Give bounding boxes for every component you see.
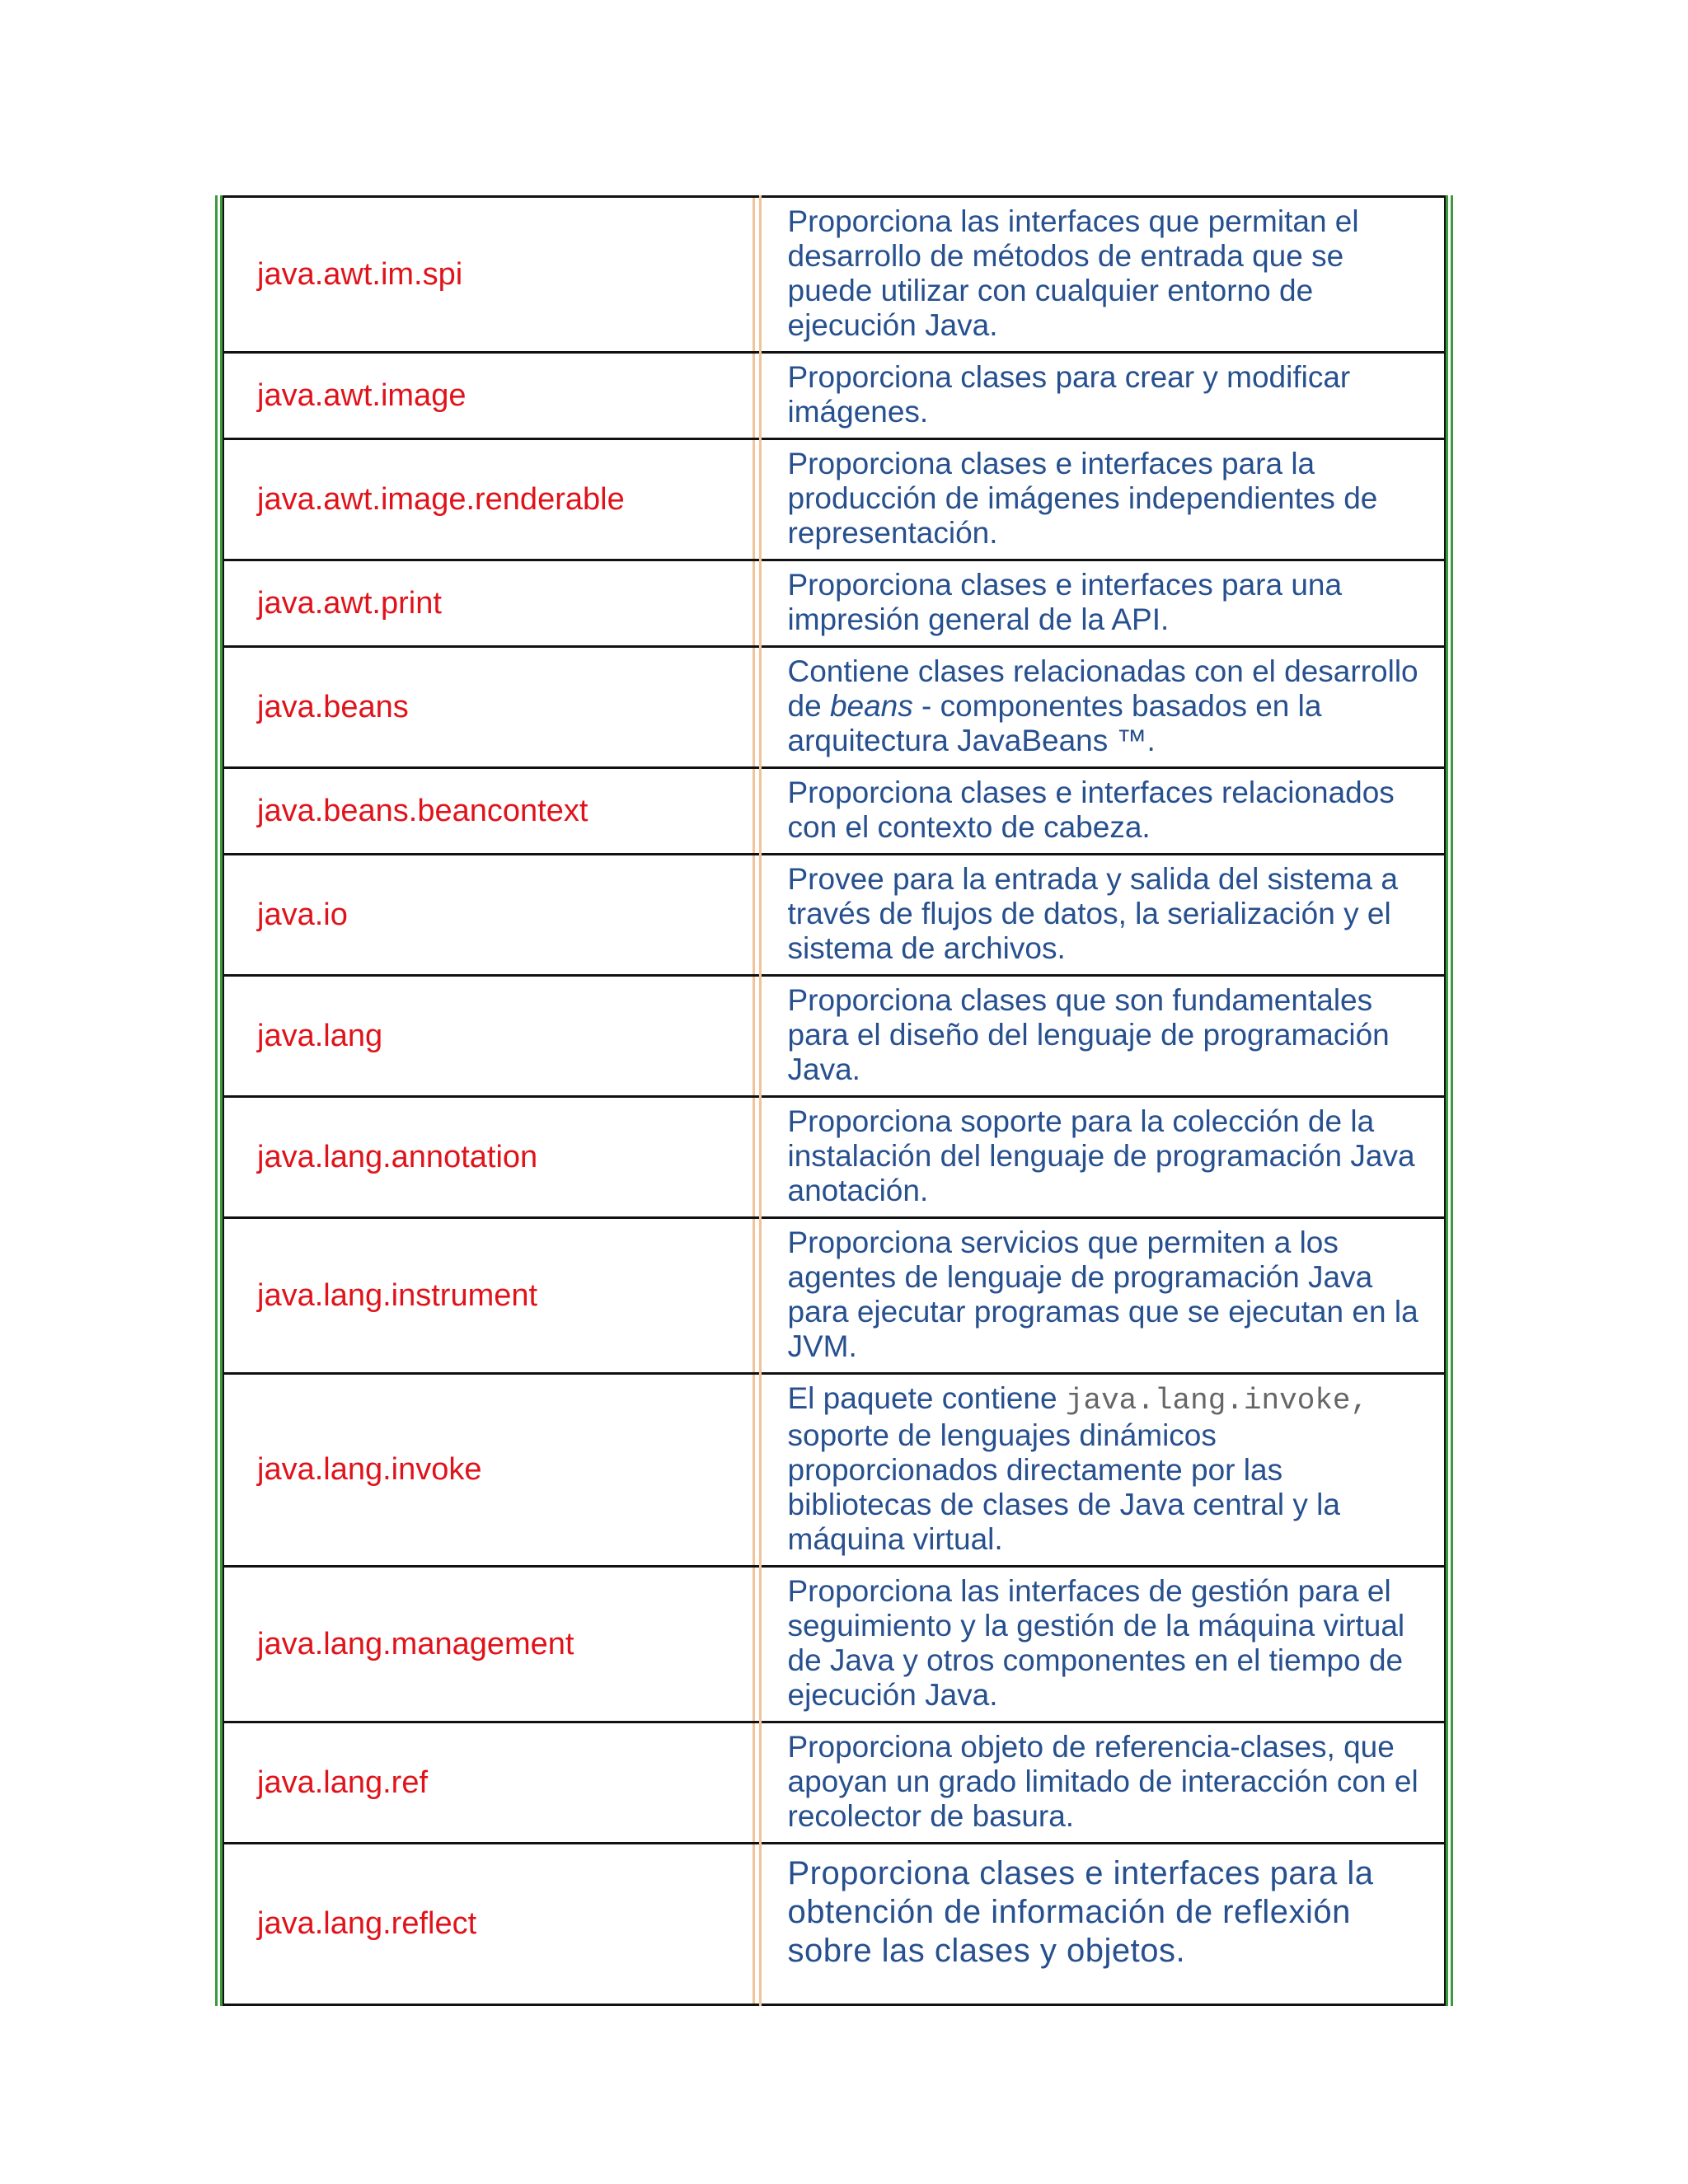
package-description — [760, 1374, 1445, 1567]
table-row — [223, 855, 1445, 976]
table-row — [223, 560, 1445, 647]
table-row — [223, 1097, 1445, 1218]
package-description: Proporciona las interfaces de gestión para el seguimiento y la gestión de la máquina virtual de Java y otros componentes en el tiempo de ejecución Java. — [760, 1567, 1445, 1722]
package-description: Proporciona clases e interfaces relacionados con el contexto de cabeza. — [760, 768, 1445, 855]
description-text: Contiene clases relacionadas con el desarrollo de — [787, 654, 1418, 723]
table-row — [223, 1218, 1445, 1374]
table-row — [223, 1844, 1445, 2005]
package-description: Provee para la entrada y salida del sistema a través de flujos de datos, la serialización y el sistema de archivos. — [760, 855, 1445, 976]
package-name: java.awt.print — [223, 560, 760, 647]
package-name: java.awt.im.spi — [223, 197, 760, 353]
package-description: Proporciona las interfaces que permitan el desarrollo de métodos de entrada que se puede utilizar con cualquier entorno de ejecución Java. — [760, 197, 1445, 353]
package-name: java.awt.image.renderable — [223, 439, 760, 560]
table-row — [223, 768, 1445, 855]
package-name: java.beans.beancontext — [223, 768, 760, 855]
package-description: Proporciona clases e interfaces para la producción de imágenes independientes de representación. — [760, 439, 1445, 560]
package-name: java.lang.management — [223, 1567, 760, 1722]
package-description — [760, 647, 1445, 768]
table-row — [223, 1567, 1445, 1722]
package-name: java.lang — [223, 976, 760, 1097]
package-description: Proporciona clases e interfaces para una impresión general de la API. — [760, 560, 1445, 647]
package-description: Proporciona clases que son fundamentales para el diseño del lenguaje de programación Java. — [760, 976, 1445, 1097]
package-name: java.lang.annotation — [223, 1097, 760, 1218]
package-description: Proporciona clases e interfaces para la obtención de información de reflexión sobre las clases y objetos. — [760, 1844, 1445, 2005]
table-row — [223, 439, 1445, 560]
description-text: - componentes basados en la arquitectura JavaBeans ™. — [787, 689, 1322, 757]
package-table — [223, 195, 1446, 2006]
package-name: java.beans — [223, 647, 760, 768]
package-description: Proporciona objeto de referencia-clases, que apoyan un grado limitado de interacción con el recolector de basura. — [760, 1722, 1445, 1844]
table-row — [223, 353, 1445, 439]
table-row — [223, 1374, 1445, 1567]
package-name: java.lang.ref — [223, 1722, 760, 1844]
package-description: Proporciona servicios que permiten a los agentes de lenguaje de programación Java para ejecutar programas que se ejecutan en la JVM. — [760, 1218, 1445, 1374]
package-name: java.io — [223, 855, 760, 976]
package-description: Proporciona soporte para la colección de la instalación del lenguaje de programación Java anotación. — [760, 1097, 1445, 1218]
package-name: java.awt.image — [223, 353, 760, 439]
description-text: soporte de lenguajes dinámicos proporcionados directamente por las bibliotecas de clases de Java central y la máquina virtual. — [787, 1418, 1340, 1556]
description-emphasis: beans — [829, 689, 913, 723]
package-name: java.lang.invoke — [223, 1374, 760, 1567]
table-row — [223, 976, 1445, 1097]
table-row — [223, 197, 1445, 353]
description-text: El paquete contiene — [787, 1381, 1066, 1415]
table-row — [223, 647, 1445, 768]
package-name: java.lang.instrument — [223, 1218, 760, 1374]
table-row — [223, 1722, 1445, 1844]
package-name: java.lang.reflect — [223, 1844, 760, 2005]
description-code: java.lang.invoke, — [1065, 1384, 1369, 1418]
package-description: Proporciona clases para crear y modificar imágenes. — [760, 353, 1445, 439]
